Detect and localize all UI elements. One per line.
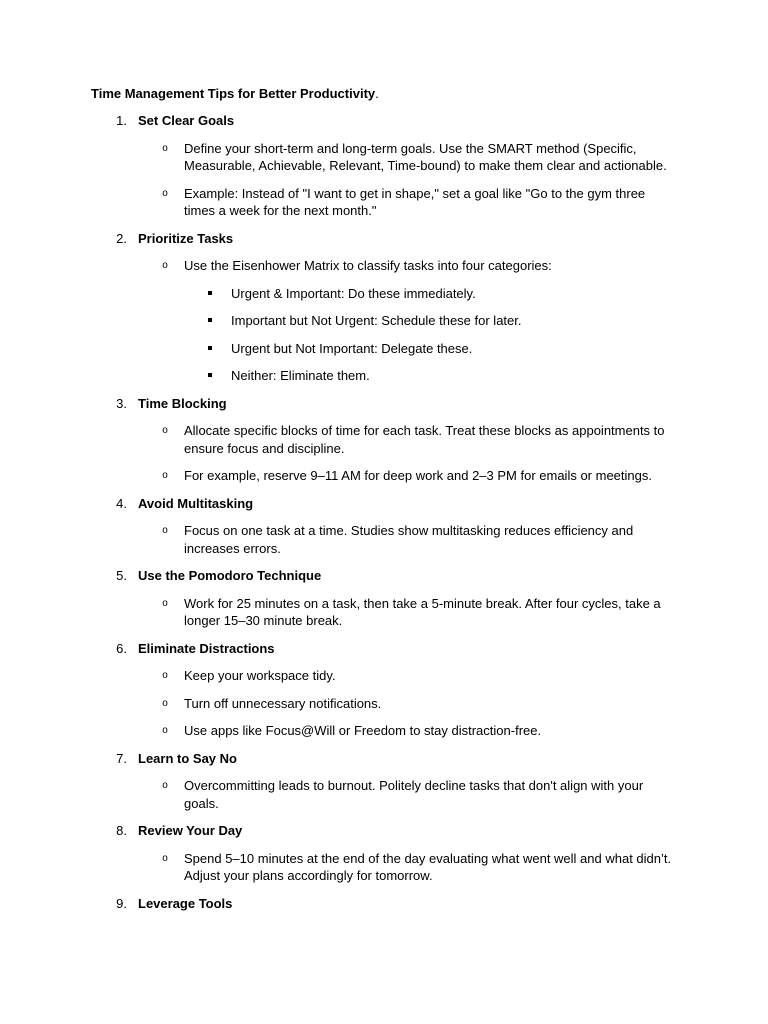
circle-bullet-icon: o xyxy=(162,852,168,864)
list-section xyxy=(0,567,768,630)
list-item xyxy=(0,140,768,175)
sub-list-item-text: Urgent & Important: Do these immediately. xyxy=(231,285,476,301)
document-title xyxy=(91,85,379,103)
circle-bullet-icon: o xyxy=(162,187,168,199)
square-bullet-icon xyxy=(208,373,212,377)
circle-bullet-icon: o xyxy=(162,470,168,481)
section-number: 9. xyxy=(116,895,127,911)
list-item xyxy=(0,522,768,557)
section-heading xyxy=(0,640,768,658)
list-item-text: Use apps like Focus@Will or Freedom to stay distraction-free. xyxy=(184,723,542,738)
list-item-text: Overcommitting leads to burnout. Politely decline tasks that don't align with your goals. xyxy=(184,778,644,811)
section-heading xyxy=(0,822,768,840)
numbered-list xyxy=(0,112,768,922)
circle-bullet-icon: o xyxy=(162,697,168,709)
section-number: 4. xyxy=(116,495,127,511)
sub-list-item xyxy=(0,340,768,358)
list-section xyxy=(0,230,768,385)
list-item xyxy=(0,422,768,457)
list-item xyxy=(0,257,768,275)
sub-list-item-text: Urgent but Not Important: Delegate these. xyxy=(231,340,473,356)
section-title: Prioritize Tasks xyxy=(138,230,234,246)
list-section xyxy=(0,640,768,740)
circle-bullet-icon: o xyxy=(162,525,168,536)
document-title-text: Time Management Tips for Better Productivity xyxy=(91,86,376,101)
section-number: 2. xyxy=(116,230,127,246)
section-number: 3. xyxy=(116,395,127,411)
list-item xyxy=(0,185,768,220)
section-number: 1. xyxy=(116,113,127,128)
section-number: 5. xyxy=(116,568,127,583)
section-title: Use the Pomodoro Technique xyxy=(138,568,322,583)
list-item-text: Use the Eisenhower Matrix to classify tasks into four categories: xyxy=(184,258,552,273)
list-item-text: Keep your workspace tidy. xyxy=(184,668,336,683)
list-item-text: Example: Instead of "I want to get in shape," set a goal like "Go to the gym three times a week for the next month." xyxy=(184,185,646,218)
list-item xyxy=(0,722,768,740)
section-heading xyxy=(0,112,768,130)
sub-list-item-text: Neither: Eliminate them. xyxy=(231,368,370,383)
list-item-text: Allocate specific blocks of time for each task. Treat these blocks as appointments to ensure focus and discipline. xyxy=(184,423,665,456)
list-item-text: Spend 5–10 minutes at the end of the day evaluating what went well and what didn’t. Adjust your plans accordingly for tomorrow. xyxy=(184,850,672,883)
sub-list-item xyxy=(0,312,768,330)
section-heading xyxy=(0,895,768,913)
document-title-period: . xyxy=(375,86,379,101)
list-item-text: For example, reserve 9–11 AM for deep work and 2–3 PM for emails or meetings. xyxy=(184,468,652,483)
square-bullet-icon xyxy=(208,318,212,322)
section-heading xyxy=(0,567,768,585)
square-bullet-icon xyxy=(208,346,212,350)
square-bullet-icon xyxy=(208,291,212,295)
list-item-text: Work for 25 minutes on a task, then take a 5-minute break. After four cycles, take a longer 15–30 minute break. xyxy=(184,595,661,628)
circle-bullet-icon: o xyxy=(162,425,168,436)
list-section xyxy=(0,895,768,913)
circle-bullet-icon: o xyxy=(162,260,168,271)
sub-list-item xyxy=(0,367,768,385)
circle-bullet-icon: o xyxy=(162,597,168,609)
list-section xyxy=(0,395,768,485)
circle-bullet-icon: o xyxy=(162,780,168,791)
section-title: Time Blocking xyxy=(138,395,227,411)
list-item xyxy=(0,595,768,630)
list-section xyxy=(0,750,768,813)
sub-list-item-text: Important but Not Urgent: Schedule these for later. xyxy=(231,313,522,328)
list-section xyxy=(0,822,768,885)
list-section xyxy=(0,112,768,220)
section-heading xyxy=(0,495,768,513)
section-number: 7. xyxy=(116,750,127,766)
section-title: Avoid Multitasking xyxy=(138,495,254,511)
section-heading xyxy=(0,750,768,768)
list-item-text: Define your short-term and long-term goals. Use the SMART method (Specific, Measurable, Achievable, Relevant, Time-bound) to make them clear and actionable. xyxy=(184,140,667,173)
section-title: Set Clear Goals xyxy=(138,113,235,128)
section-number: 6. xyxy=(116,640,127,656)
section-title: Leverage Tools xyxy=(138,895,233,911)
list-item xyxy=(0,667,768,685)
circle-bullet-icon: o xyxy=(162,670,168,681)
list-item xyxy=(0,777,768,812)
list-item xyxy=(0,467,768,485)
section-title: Eliminate Distractions xyxy=(138,640,275,656)
list-item-text: Turn off unnecessary notifications. xyxy=(184,695,382,711)
circle-bullet-icon: o xyxy=(162,142,168,154)
section-heading xyxy=(0,230,768,248)
list-item xyxy=(0,695,768,713)
section-title: Learn to Say No xyxy=(138,750,237,766)
list-section xyxy=(0,495,768,558)
section-heading xyxy=(0,395,768,413)
list-item-text: Focus on one task at a time. Studies show multitasking reduces efficiency and increases errors. xyxy=(184,523,634,556)
sub-list-item xyxy=(0,285,768,303)
list-item xyxy=(0,850,768,885)
section-title: Review Your Day xyxy=(138,823,243,838)
circle-bullet-icon: o xyxy=(162,725,168,736)
section-number: 8. xyxy=(116,823,127,838)
